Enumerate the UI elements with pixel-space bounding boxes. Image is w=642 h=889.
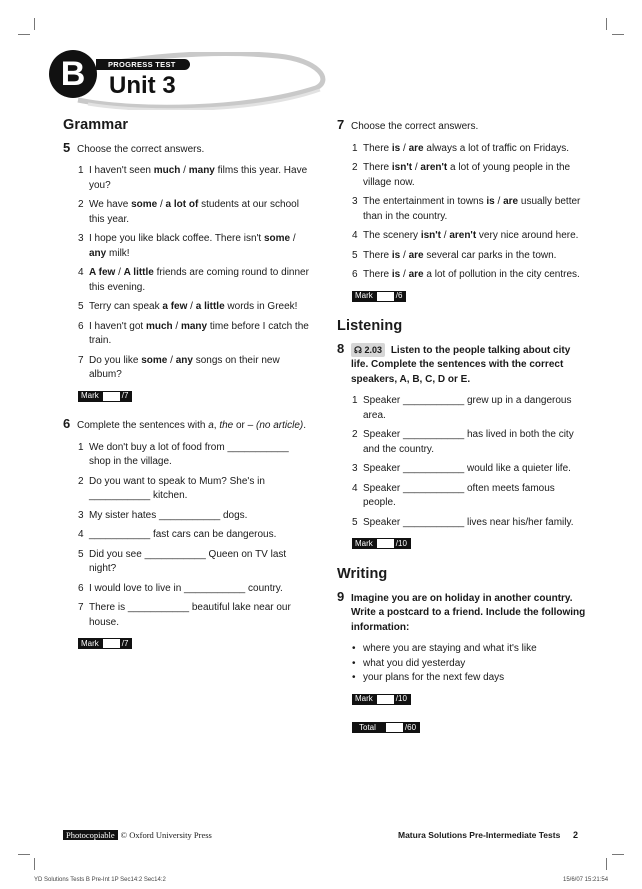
mark-label: Mark	[355, 693, 373, 703]
item-number: 2	[78, 199, 84, 210]
exercise-item	[352, 142, 587, 157]
exercise-item	[352, 249, 587, 264]
crop-mark	[18, 34, 30, 35]
headphones-icon: ☊ 2.03	[351, 343, 385, 358]
exercise-instruction: Imagine you are on holiday in another country. Write a postcard to a friend. Include the following information:	[351, 592, 586, 633]
item-text[interactable]: I hope you like black coffee. There isn't some / any milk!	[89, 233, 296, 259]
item-number: 2	[352, 162, 358, 173]
exercise-item	[78, 548, 313, 577]
item-text[interactable]: There isn't / aren't a lot of young people in the village now.	[363, 162, 571, 188]
item-number: 1	[352, 395, 358, 407]
total-label: Total	[359, 722, 376, 732]
crop-mark	[612, 854, 624, 855]
exercise-5	[63, 141, 313, 404]
item-text[interactable]: Terry can speak a few / a little words in Greek!	[89, 301, 298, 312]
item-number: 4	[78, 529, 84, 541]
exercise-item	[352, 516, 587, 531]
item-text[interactable]: Speaker ___________ grew up in a dangerous area.	[363, 395, 572, 421]
mark-total: /10	[395, 693, 407, 703]
mark-label: Mark	[355, 290, 373, 300]
item-number: 4	[78, 267, 84, 278]
exercise-item	[78, 601, 313, 630]
footer-copyright	[63, 830, 212, 840]
exercise-item	[352, 268, 587, 283]
mark-total: /6	[395, 290, 403, 300]
mark-label: Mark	[81, 390, 99, 400]
item-text[interactable]: A few / A little friends are coming round to dinner this evening.	[89, 267, 309, 293]
item-text[interactable]: I haven't got much / many time before I catch the train.	[89, 320, 309, 346]
mark-box	[78, 391, 132, 402]
listening-heading: Listening	[337, 318, 403, 335]
mark-label: Mark	[355, 538, 373, 548]
exercise-item	[78, 528, 313, 543]
exercise-9	[337, 590, 587, 736]
exercise-item	[78, 509, 313, 524]
item-text[interactable]: I would love to live in ___________ country.	[89, 582, 283, 594]
item-number: 5	[78, 548, 84, 560]
total-score-field[interactable]	[386, 723, 403, 732]
mark-label: Mark	[81, 638, 99, 648]
item-number: 7	[78, 602, 84, 614]
mark-score-field[interactable]	[377, 292, 394, 301]
print-slug-date: 15/6/07 15:21:54	[563, 877, 609, 883]
item-text[interactable]: Speaker ___________ would like a quieter life.	[363, 463, 571, 475]
copyright-text: © Oxford University Press	[120, 830, 212, 840]
item-text[interactable]: Do you want to speak to Mum? She's in ___________ kitchen.	[89, 475, 265, 502]
item-text[interactable]: Speaker ___________ lives near his/her family.	[363, 516, 574, 528]
exercise-item	[78, 441, 313, 470]
item-text[interactable]: I haven't seen much / many films this year. Have you?	[89, 165, 308, 191]
item-number: 1	[78, 165, 84, 176]
print-slug-file: YD Solutions Tests B Pre-Int 1P Sec14:2 Sec14:2	[34, 877, 166, 883]
exercise-6	[63, 417, 313, 651]
bullet-item: • what you did yesterday	[352, 657, 466, 669]
exercise-item	[78, 232, 313, 261]
mark-box	[352, 291, 406, 302]
exercise-item	[352, 482, 587, 511]
item-text[interactable]: Speaker ___________ has lived in both the city and the country.	[363, 429, 574, 455]
item-text[interactable]: My sister hates ___________ dogs.	[89, 509, 248, 521]
bullet-item: • your plans for the next few days	[352, 672, 505, 683]
mark-total: /10	[395, 538, 407, 548]
item-text[interactable]: We have some / a lot of students at our school this year.	[89, 199, 299, 225]
mark-score-field[interactable]	[377, 695, 394, 704]
mark-box	[352, 694, 411, 705]
exercise-item	[78, 582, 313, 597]
grammar-heading: Grammar	[63, 117, 129, 133]
item-text[interactable]: There is / are several car parks in the town.	[363, 249, 557, 261]
exercise-number: 5	[63, 139, 71, 155]
exercise-item	[352, 161, 587, 190]
item-number: 3	[352, 463, 358, 475]
item-number: 1	[352, 142, 358, 154]
item-number: 3	[352, 196, 358, 207]
item-text[interactable]: Do you like some / any songs on their new album?	[89, 354, 280, 380]
item-number: 6	[78, 320, 84, 332]
item-number: 5	[352, 516, 358, 528]
item-number: 7	[78, 354, 84, 366]
item-number: 2	[352, 429, 358, 441]
exercise-item	[78, 475, 313, 504]
item-number: 4	[352, 230, 358, 241]
item-number: 5	[352, 249, 358, 261]
mark-total: /7	[121, 638, 129, 648]
exercise-number: 7	[337, 117, 345, 132]
exercise-item	[352, 394, 587, 423]
item-text[interactable]: There is / are always a lot of traffic on Fridays.	[363, 142, 570, 154]
audio-track-number: 2.03	[364, 344, 383, 355]
left-column	[63, 118, 313, 651]
item-text[interactable]: Speaker ___________ often meets famous people.	[363, 482, 555, 509]
crop-mark	[34, 858, 35, 870]
exercise-6-items	[78, 441, 313, 631]
mark-box	[78, 638, 132, 649]
page-number: 2	[573, 830, 579, 840]
crop-mark	[18, 854, 30, 855]
item-text[interactable]: There is / are a lot of pollution in the city centres.	[363, 269, 580, 280]
exercise-5-items	[78, 164, 313, 383]
total-box	[352, 722, 420, 733]
item-text[interactable]: There is ___________ beautiful lake near our house.	[89, 602, 291, 628]
mark-box	[352, 538, 411, 549]
item-number: 3	[78, 233, 84, 244]
exercise-item	[78, 266, 313, 295]
exercise-item	[78, 354, 313, 383]
total-total: /60	[404, 722, 417, 732]
exercise-8-items	[352, 394, 587, 530]
item-number: 6	[78, 582, 84, 594]
item-number: 1	[78, 441, 84, 453]
exercise-instruction: Listen to the people talking about city life. Complete the sentences with the correct speakers, A, B, C, D or E.	[351, 344, 571, 385]
exercise-number: 8	[337, 340, 345, 356]
exercise-item	[78, 164, 313, 193]
exercise-item	[78, 320, 313, 349]
test-version-badge: B	[49, 50, 97, 98]
crop-mark	[34, 18, 35, 30]
exercise-7	[337, 118, 587, 303]
exercise-item	[78, 300, 313, 315]
item-text[interactable]: We don't buy a lot of food from ___________ shop in the village.	[89, 441, 289, 468]
exercise-instruction: Choose the correct answers.	[77, 143, 205, 155]
exercise-item	[78, 198, 313, 227]
exercise-7-items	[352, 142, 587, 283]
mark-score-field[interactable]	[103, 639, 120, 648]
photocopiable-tag: Photocopiable	[63, 830, 118, 840]
progress-test-tag: PROGRESS TEST	[96, 59, 190, 70]
exercise-item	[352, 428, 587, 457]
crop-mark	[606, 858, 607, 870]
item-text[interactable]: ___________ fast cars can be dangerous.	[89, 529, 277, 541]
item-number: 4	[352, 482, 358, 494]
writing-heading: Writing	[337, 566, 388, 582]
exercise-item	[352, 195, 587, 224]
item-number: 3	[78, 509, 84, 521]
exercise-instruction: Choose the correct answers.	[351, 121, 479, 132]
right-column	[337, 118, 587, 735]
crop-mark	[606, 18, 607, 30]
item-text[interactable]: The entertainment in towns is / are usually better than in the country.	[363, 196, 581, 222]
item-text[interactable]: Did you see ___________ Queen on TV last night?	[89, 548, 287, 575]
crop-mark	[612, 34, 624, 35]
exercise-item	[352, 229, 587, 244]
item-number: 5	[78, 301, 84, 312]
mark-score-field[interactable]	[377, 539, 394, 548]
mark-score-field[interactable]	[103, 392, 120, 401]
exercise-9-bullets	[352, 642, 587, 686]
exercise-item	[352, 462, 587, 477]
book-title: Matura Solutions Pre-Intermediate Tests	[398, 830, 561, 840]
bullet-item: • where you are staying and what it's like	[352, 643, 537, 654]
exercise-number: 6	[63, 416, 71, 432]
item-number: 6	[352, 269, 358, 280]
exercise-8	[337, 342, 587, 551]
item-text[interactable]: The scenery isn't / aren't very nice around here.	[363, 230, 579, 241]
item-number: 2	[78, 475, 84, 487]
exercise-number: 9	[337, 588, 345, 604]
unit-title: Unit 3	[109, 72, 176, 99]
mark-total: /7	[121, 390, 129, 400]
exercise-instruction: Complete the sentences with a, the or – (no article).	[77, 420, 307, 432]
